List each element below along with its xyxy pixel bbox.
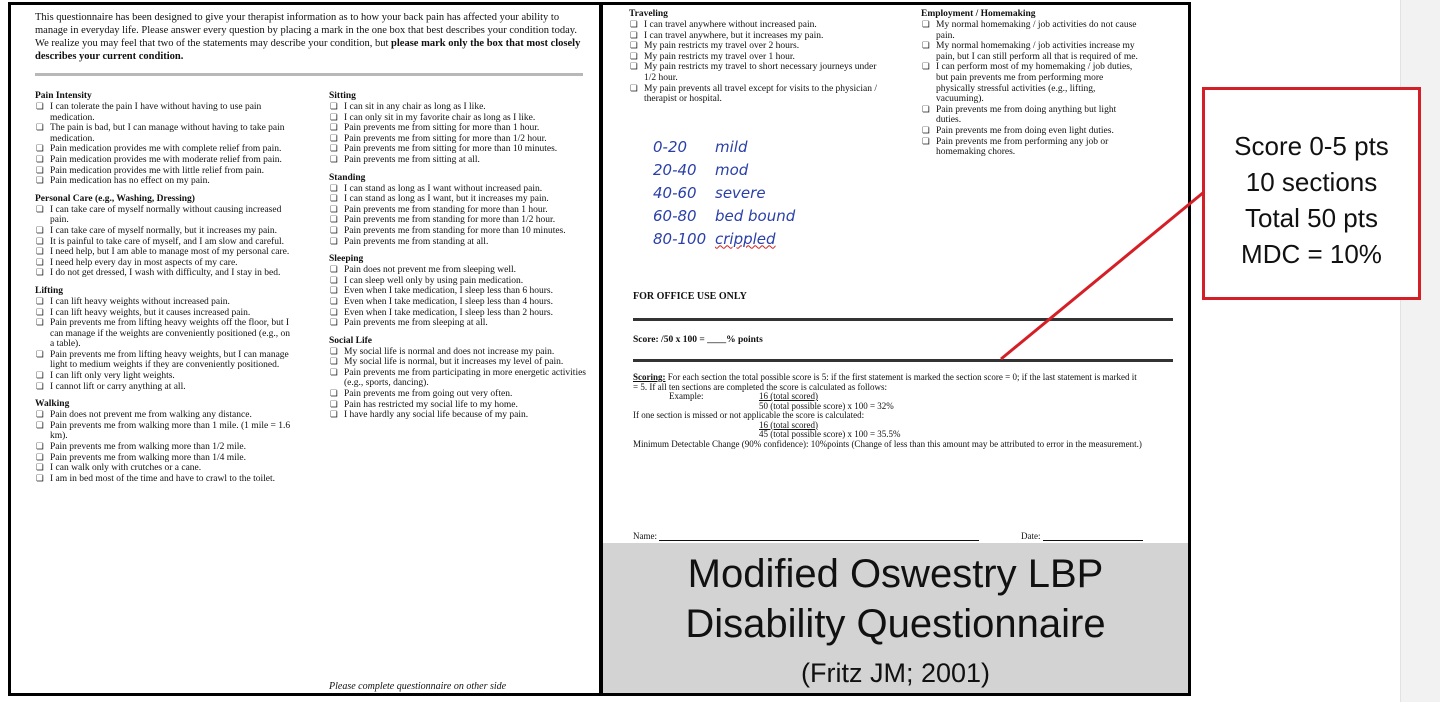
- option-list: [329, 184, 587, 248]
- option-list: [329, 347, 587, 421]
- checkbox-option[interactable]: ❏ Pain medication has no effect on my pain.: [35, 176, 293, 187]
- checkbox-option[interactable]: ❏ I can stand as long as I want, but it increases my pain.: [329, 194, 587, 205]
- checkbox-option[interactable]: ❏ Pain prevents me from standing for more than 10 minutes.: [329, 226, 587, 237]
- questionnaire-section: [35, 194, 293, 279]
- checkbox-option[interactable]: ❏ Pain medication provides me with little relief from pain.: [35, 166, 293, 177]
- checkbox-option[interactable]: ❏ I have hardly any social life because of my pain.: [329, 410, 587, 421]
- handwritten-row: [653, 227, 853, 250]
- checkbox-option[interactable]: ❏ I can lift heavy weights without increased pain.: [35, 297, 293, 308]
- checkbox-option[interactable]: ❏ My normal homemaking / job activities do not cause pain.: [921, 20, 1143, 41]
- questionnaire-section: [329, 254, 587, 329]
- scoring-instructions: [633, 373, 1143, 449]
- checkbox-option[interactable]: ❏ I need help every day in most aspects of my care.: [35, 258, 293, 269]
- section-title: Personal Care (e.g., Washing, Dressing): [35, 193, 195, 204]
- questionnaire-section: [921, 9, 1143, 158]
- questionnaire-section: [329, 336, 587, 421]
- scoring-text: For each section the total possible score is 5: if the first statement is marked the section score = 0; if the last statement is marked it = 5. If all ten sections are completed the score is calculated as follows:: [633, 372, 1137, 392]
- checkbox-option[interactable]: ❏ My pain restricts my travel over 2 hours.: [629, 41, 879, 52]
- questionnaire-page-2: [600, 2, 1191, 696]
- example-numerator: 16 (total scored): [759, 391, 818, 401]
- section-title: Lifting: [35, 285, 63, 296]
- page-footer-note: Please complete questionnaire on other side: [329, 681, 507, 692]
- section-title: Sitting: [329, 91, 356, 101]
- questionnaire-section: [329, 91, 587, 166]
- checkbox-option[interactable]: ❏ I can take care of myself normally, but it increases my pain.: [35, 226, 293, 237]
- checkbox-option[interactable]: ❏ Pain medication provides me with complete relief from pain.: [35, 144, 293, 155]
- example-numerator: 16 (total scored): [759, 419, 818, 430]
- option-list: [329, 265, 587, 329]
- callout-line: Total 50 pts: [1245, 203, 1378, 233]
- divider: [633, 359, 1173, 362]
- checkbox-option[interactable]: ❏ Pain prevents me from sitting at all.: [329, 155, 587, 166]
- checkbox-option[interactable]: ❏ I do not get dressed, I wash with difficulty, and I stay in bed.: [35, 268, 293, 279]
- title-banner: [603, 543, 1188, 693]
- checkbox-option[interactable]: ❏ Pain prevents me from sitting for more than 1 hour.: [329, 123, 587, 134]
- example-denominator: 50 (total possible score) x 100 = 32%: [759, 400, 894, 411]
- checkbox-option[interactable]: ❏ Pain prevents me from going out very often.: [329, 389, 587, 400]
- checkbox-option[interactable]: ❏ I can travel anywhere, but it increases my pain.: [629, 31, 879, 42]
- section-title: Employment / Homemaking: [921, 9, 1036, 19]
- option-list: [35, 205, 293, 279]
- checkbox-option[interactable]: ❏ Pain prevents me from walking more than 1/4 mile.: [35, 453, 293, 464]
- section-title: Traveling: [629, 9, 668, 19]
- checkbox-option[interactable]: ❏ Pain does not prevent me from sleeping well.: [329, 265, 587, 276]
- checkbox-option[interactable]: ❏ Pain prevents me from performing any job or homemaking chores.: [921, 137, 1143, 158]
- checkbox-option[interactable]: ❏ It is painful to take care of myself, and I am slow and careful.: [35, 237, 293, 248]
- checkbox-option[interactable]: ❏ Pain prevents me from doing even light duties.: [921, 126, 1143, 137]
- checkbox-option[interactable]: ❏ I need help, but I am able to manage most of my personal care.: [35, 247, 293, 258]
- office-use-heading: FOR OFFICE USE ONLY: [633, 291, 747, 302]
- questionnaire-page-1: [8, 2, 602, 696]
- checkbox-option[interactable]: ❏ I can only sit in my favorite chair as long as I like.: [329, 113, 587, 124]
- checkbox-option[interactable]: ❏ Pain prevents me from standing at all.: [329, 237, 587, 248]
- handwritten-row: [653, 158, 853, 181]
- checkbox-option[interactable]: ❏ I can sit in any chair as long as I like.: [329, 102, 587, 113]
- title-line-2: Disability Questionnaire: [685, 602, 1106, 646]
- checkbox-option[interactable]: ❏ Pain prevents me from participating in more energetic activities (e.g., sports, dancing).: [329, 368, 587, 389]
- checkbox-option[interactable]: ❏ My normal homemaking / job activities increase my pain, but I can still perform all that is required of me.: [921, 41, 1143, 62]
- checkbox-option[interactable]: ❏ Pain has restricted my social life to my home.: [329, 400, 587, 411]
- questionnaire-section: [35, 286, 293, 392]
- mdc-text: Minimum Detectable Change (90% confidence): 10%points (Change of less than this amount may be attributed to error in the measurement.): [633, 438, 1142, 449]
- checkbox-option[interactable]: ❏ I can travel anywhere without increased pain.: [629, 20, 879, 31]
- name-field: [633, 531, 979, 541]
- checkbox-option[interactable]: ❏ Pain prevents me from sitting for more than 1/2 hour.: [329, 134, 587, 145]
- questionnaire-section: [35, 91, 293, 187]
- title-line-1: Modified Oswestry LBP: [687, 552, 1104, 596]
- questionnaire-section: [329, 173, 587, 248]
- checkbox-option[interactable]: ❏ Pain prevents me from lifting heavy weights, but I can manage light to medium weights if they are conveniently positioned.: [35, 350, 293, 371]
- intro-bold-text: please mark only the box that most closely describes your current condition.: [35, 38, 581, 62]
- handwritten-row: [653, 204, 853, 227]
- checkbox-option[interactable]: ❏ Pain prevents me from lifting heavy weights off the floor, but I can manage if the weights are conveniently positioned (e.g., on a table).: [35, 318, 293, 350]
- handwritten-range: 80-100: [653, 229, 707, 248]
- divider: [633, 318, 1173, 321]
- intro-paragraph: [35, 11, 583, 63]
- checkbox-option[interactable]: ❏ Even when I take medication, I sleep less than 6 hours.: [329, 286, 587, 297]
- checkbox-option[interactable]: ❏ Pain does not prevent me from walking any distance.: [35, 410, 293, 421]
- date-label: Date:: [1021, 531, 1041, 541]
- handwritten-severity-notes: [653, 135, 853, 250]
- checkbox-option[interactable]: ❏ The pain is bad, but I can manage without having to take pain medication.: [35, 123, 293, 144]
- section-title: Pain Intensity: [35, 91, 92, 101]
- handwritten-range: 40-60: [653, 183, 697, 202]
- checkbox-option[interactable]: ❏ My social life is normal and does not increase my pain.: [329, 347, 587, 358]
- sections-column-c: [629, 9, 879, 112]
- divider: [35, 73, 583, 76]
- checkbox-option[interactable]: ❏ Pain medication provides me with moderate relief from pain.: [35, 155, 293, 166]
- handwritten-label: severe: [715, 183, 766, 202]
- scoring-label: Scoring:: [633, 372, 666, 382]
- option-list: [329, 102, 587, 166]
- handwritten-label: mod: [715, 160, 749, 179]
- callout-line: 10 sections: [1245, 167, 1378, 197]
- handwritten-range: 0-20: [653, 137, 688, 156]
- checkbox-option[interactable]: ❏ I am in bed most of the time and have to crawl to the toilet.: [35, 474, 293, 485]
- checkbox-option[interactable]: ❏ Pain prevents me from sleeping at all.: [329, 318, 587, 329]
- checkbox-option[interactable]: ❏ I can take care of myself normally without causing increased pain.: [35, 205, 293, 226]
- checkbox-option[interactable]: ❏ Even when I take medication, I sleep less than 4 hours.: [329, 297, 587, 308]
- sections-column-b: [329, 91, 587, 428]
- example-label: Example:: [669, 391, 704, 401]
- missing-section-text: If one section is missed or not applicable the score is calculated:: [633, 410, 865, 420]
- checkbox-option[interactable]: ❏ Pain prevents me from sitting for more than 10 minutes.: [329, 144, 587, 155]
- handwritten-row: [653, 181, 853, 204]
- callout-line: Score 0-5 pts: [1234, 131, 1389, 161]
- score-formula: Score: /50 x 100 = ____% points: [633, 335, 763, 345]
- checkbox-option[interactable]: ❏ My pain restricts my travel to short necessary journeys under 1/2 hour.: [629, 62, 879, 83]
- sections-column-d: [921, 9, 1143, 165]
- checkbox-option[interactable]: ❏ I can walk only with crutches or a cane.: [35, 463, 293, 474]
- handwritten-label: crippled: [715, 229, 776, 248]
- checkbox-option[interactable]: ❏ I can perform most of my homemaking / job duties, but pain prevents me from performing more physically stressful activities (e.g., lifting, vacuuming).: [921, 62, 1143, 104]
- title-citation: (Fritz JM; 2001): [800, 658, 991, 688]
- checkbox-option[interactable]: ❏ Pain prevents me from standing for more than 1/2 hour.: [329, 215, 587, 226]
- section-title: Walking: [35, 399, 70, 410]
- checkbox-option[interactable]: ❏ My social life is normal, but it increases my level of pain.: [329, 357, 587, 368]
- questionnaire-section: [629, 9, 879, 105]
- checkbox-option[interactable]: ❏ My pain prevents all travel except for visits to the physician / therapist or hospital.: [629, 84, 879, 105]
- checkbox-option[interactable]: ❏ I can lift heavy weights, but it causes increased pain.: [35, 308, 293, 319]
- checkbox-option[interactable]: ❏ Even when I take medication, I sleep less than 2 hours.: [329, 308, 587, 319]
- option-list: [921, 20, 1143, 158]
- checkbox-option[interactable]: ❏ I can stand as long as I want without increased pain.: [329, 184, 587, 195]
- section-title: Sleeping: [329, 254, 364, 265]
- option-list: [35, 410, 293, 484]
- checkbox-option[interactable]: ❏ Pain prevents me from walking more than 1 mile. (1 mile = 1.6 km).: [35, 421, 293, 442]
- handwritten-range: 60-80: [653, 206, 697, 225]
- checkbox-option[interactable]: ❏ Pain prevents me from doing anything but light duties.: [921, 105, 1143, 126]
- scoring-callout-box: [1202, 87, 1421, 300]
- handwritten-row: [653, 135, 853, 158]
- checkbox-option[interactable]: ❏ I cannot lift or carry anything at all.: [35, 382, 293, 393]
- sections-column-a: [35, 91, 293, 491]
- section-title: Standing: [329, 172, 366, 183]
- callout-line: MDC = 10%: [1241, 239, 1382, 269]
- checkbox-option[interactable]: ❏ Pain prevents me from walking more than 1/2 mile.: [35, 442, 293, 453]
- checkbox-option[interactable]: ❏ I can sleep well only by using pain medication.: [329, 276, 587, 287]
- date-field: [1021, 531, 1143, 541]
- checkbox-option[interactable]: ❏ I can tolerate the pain I have without having to use pain medication.: [35, 102, 293, 123]
- option-list: [35, 297, 293, 392]
- checkbox-option[interactable]: ❏ I can lift only very light weights.: [35, 371, 293, 382]
- questionnaire-section: [35, 399, 293, 484]
- handwritten-range: 20-40: [653, 160, 697, 179]
- handwritten-label: mild: [715, 137, 748, 156]
- checkbox-option[interactable]: ❏ Pain prevents me from standing for more than 1 hour.: [329, 205, 587, 216]
- checkbox-option[interactable]: ❏ My pain restricts my travel over 1 hour.: [629, 52, 879, 63]
- option-list: [35, 102, 293, 187]
- option-list: [629, 20, 879, 105]
- section-title: Social Life: [329, 335, 373, 346]
- name-label: Name:: [633, 531, 657, 541]
- handwritten-label: bed bound: [715, 206, 796, 225]
- example-denominator: 45 (total possible score) x 100 = 35.5%: [759, 429, 901, 439]
- intro-text: This questionnaire has been designed to give your therapist information as to how your back pain has affected your ability to manage in everyday life. Please answer every question by placing a mark in the one box that best describes your condition today. We realize you may feel that two of the statements may describe your condition, but: [35, 12, 577, 49]
